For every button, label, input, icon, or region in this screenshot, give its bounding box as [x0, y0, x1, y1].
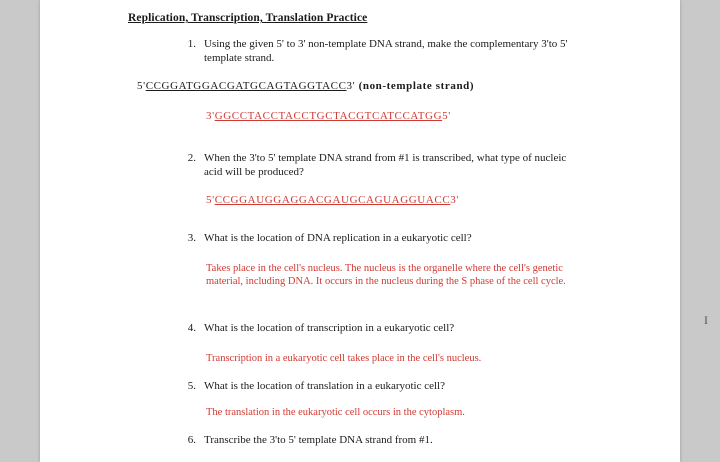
question-6-number: 6.	[187, 434, 196, 446]
question-1-answer-strand	[206, 110, 451, 122]
strand-suffix: 5'	[442, 110, 451, 122]
strand-suffix: 3'	[346, 80, 356, 92]
question-6-text: Transcribe the 3'to 5' template DNA strand from #1.	[204, 434, 433, 446]
strand-prefix: 5'	[206, 194, 215, 206]
question-4-answer: Transcription in a eukaryotic cell takes place in the cell's nucleus.	[206, 353, 482, 364]
strand-label: (non-template strand)	[358, 80, 475, 92]
question-3-answer: Takes place in the cell's nucleus. The nucleus is the organelle where the cell's genetic material, including DNA. It occurs in the nucleus during the S phase of the cell cycle.	[206, 263, 566, 287]
strand-sequence: CCGGAUGGAGGACGAUGCAGUAGGUACC	[214, 194, 451, 206]
question-5-text: What is the location of translation in a eukaryotic cell?	[204, 380, 445, 392]
question-5-answer: The translation in the eukaryotic cell occurs in the cytoplasm.	[206, 407, 465, 418]
question-1-number: 1.	[187, 38, 196, 50]
question-2-text: When the 3'to 5' template DNA strand from #1 is transcribed, what type of nucleic acid will be produced?	[204, 152, 567, 178]
question-4-text: What is the location of transcription in a eukaryotic cell?	[204, 322, 455, 334]
strand-sequence: CCGGATGGACGATGCAGTAGGTACC	[145, 80, 347, 92]
page-title: Replication, Transcription, Translation Practice	[128, 12, 368, 24]
question-1-text: Using the given 5' to 3' non-template DNA strand, make the complementary 3'to 5' template strand.	[204, 38, 568, 64]
strand-suffix: 3'	[450, 194, 459, 206]
question-3-text: What is the location of DNA replication in a eukaryotic cell?	[204, 232, 472, 244]
question-2-answer-strand	[206, 194, 459, 206]
strand-prefix: 5'	[137, 80, 146, 92]
strand-sequence: GGCCTACCTACCTGCTACGTCATCCATGG	[214, 110, 443, 122]
question-1-given-strand	[137, 80, 474, 92]
question-2-number: 2.	[187, 152, 196, 164]
question-5-number: 5.	[187, 380, 196, 392]
question-4-number: 4.	[187, 322, 196, 334]
question-3-number: 3.	[187, 232, 196, 244]
text-cursor: I	[704, 313, 708, 327]
document-page	[40, 0, 708, 462]
strand-prefix: 3'	[206, 110, 215, 122]
